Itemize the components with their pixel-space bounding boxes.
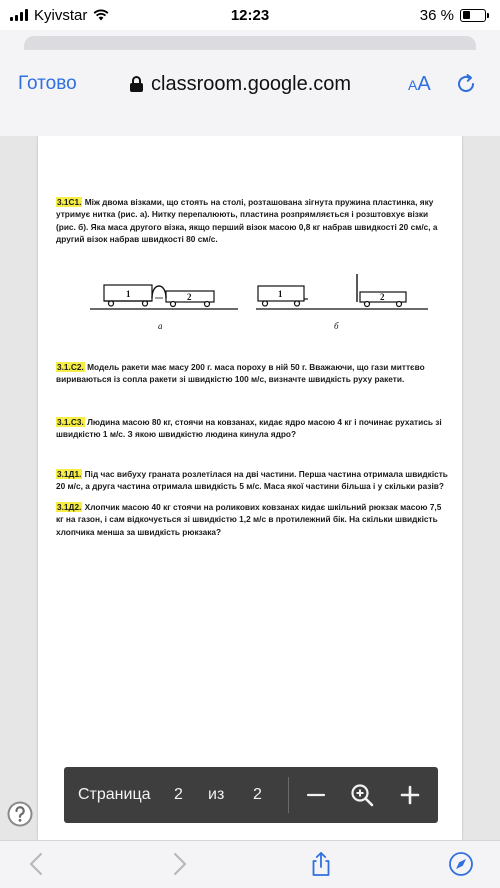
browser-header [0, 30, 500, 136]
wifi-icon [93, 9, 109, 21]
bottom-toolbar [0, 840, 500, 888]
pdf-toolbar [64, 767, 438, 823]
of-label: из [208, 786, 225, 803]
text-size-button[interactable]: AA [408, 72, 431, 95]
carrier-group [10, 7, 109, 24]
chevron-right-icon[interactable] [166, 851, 192, 877]
figure-a [90, 285, 238, 309]
carts-figure [56, 274, 448, 334]
sheet-edge [24, 36, 476, 50]
task-code: 3.1.С2. [57, 362, 84, 372]
plus-icon[interactable] [396, 781, 424, 809]
cart-2-label-a: 2 [187, 292, 192, 302]
reload-icon[interactable] [454, 72, 478, 96]
toolbar-divider [288, 777, 289, 813]
total-pages: 2 [253, 786, 262, 803]
task-3-1-c1 [56, 196, 448, 246]
cart-1-label-b: 1 [278, 289, 283, 299]
battery-icon [460, 9, 486, 22]
task-3-1-d2 [56, 501, 448, 538]
task-code: 3.1Д1. [57, 469, 82, 479]
task-code: 3.1.С3. [57, 417, 84, 427]
task-text: Між двома візками, що стоять на столі, розташована зігнута пружина пластинка, яку утримує нитка (рис. а). Нитку перепалюють, пластина розпрямляється і розштовхує візки (рис. б). Яка маса другого візка, якщо перший візок масою 0,8 кг набрав швидкості 20 см/с, а другий візок набрав швидкості 80 см/с. [56, 197, 438, 245]
document-viewer[interactable] [0, 136, 500, 840]
page-label: Страница [78, 786, 151, 803]
carrier-name: Kyivstar [34, 6, 88, 24]
lock-icon [130, 76, 143, 92]
share-icon[interactable] [308, 851, 334, 877]
help-icon[interactable] [6, 800, 34, 828]
current-page: 2 [174, 786, 183, 803]
task-text: Хлопчик масою 40 кг стоячи на роликових ковзанах кидає шкільний рюкзак масою 7,5 кг на газон, і сам відкочується зі швидкістю 1,2 м/с в протилежний бік. На скільки швидкість хлопчика менша за швидкість рюкзака? [56, 502, 442, 537]
done-button[interactable]: Готово [18, 73, 77, 94]
clock: 12:23 [230, 6, 270, 24]
task-text: Людина масою 80 кг, стоячи на ковзанах, кидає ядро масою 4 кг і починає рухатись зі швидкістю 1 м/с. З якою швидкістю людина кинула ядро? [56, 417, 442, 440]
url-text: classroom.google.com [151, 72, 352, 95]
zoom-in-icon[interactable] [348, 781, 376, 809]
battery-group [420, 7, 486, 24]
signal-icon [10, 9, 28, 21]
cart-2-label-b: 2 [380, 292, 385, 302]
address-bar[interactable] [130, 73, 351, 96]
caption-a: а [158, 321, 163, 331]
browser-nav-row [0, 66, 500, 102]
compass-icon[interactable] [448, 851, 474, 877]
task-code: 3.1С1. [57, 197, 82, 207]
pdf-page [38, 136, 462, 840]
task-text: Під час вибуху граната розлетілася на дві частини. Перша частина отримала швидкість 20 м/с, а друга частина отримала швидкість 5 м/с. Маса якої частини більша і у скільки разів? [56, 469, 448, 492]
task-3-1-c3 [56, 416, 448, 441]
task-text: Модель ракети має масу 200 г. маса пороху в ній 50 г. Вважаючи, що гази миттєво вириваються із сопла ракети зі швидкістю 100 м/с, визначте швидкість руху ракети. [56, 362, 425, 385]
chevron-left-icon[interactable] [24, 851, 50, 877]
battery-percent: 36 % [419, 6, 454, 24]
task-3-1-c2 [56, 361, 448, 386]
task-3-1-d1 [56, 468, 448, 493]
minus-icon[interactable] [302, 781, 330, 809]
task-code: 3.1Д2. [57, 502, 82, 512]
caption-b: б [334, 321, 339, 331]
status-bar [0, 0, 500, 30]
cart-1-label-a: 1 [126, 289, 131, 299]
